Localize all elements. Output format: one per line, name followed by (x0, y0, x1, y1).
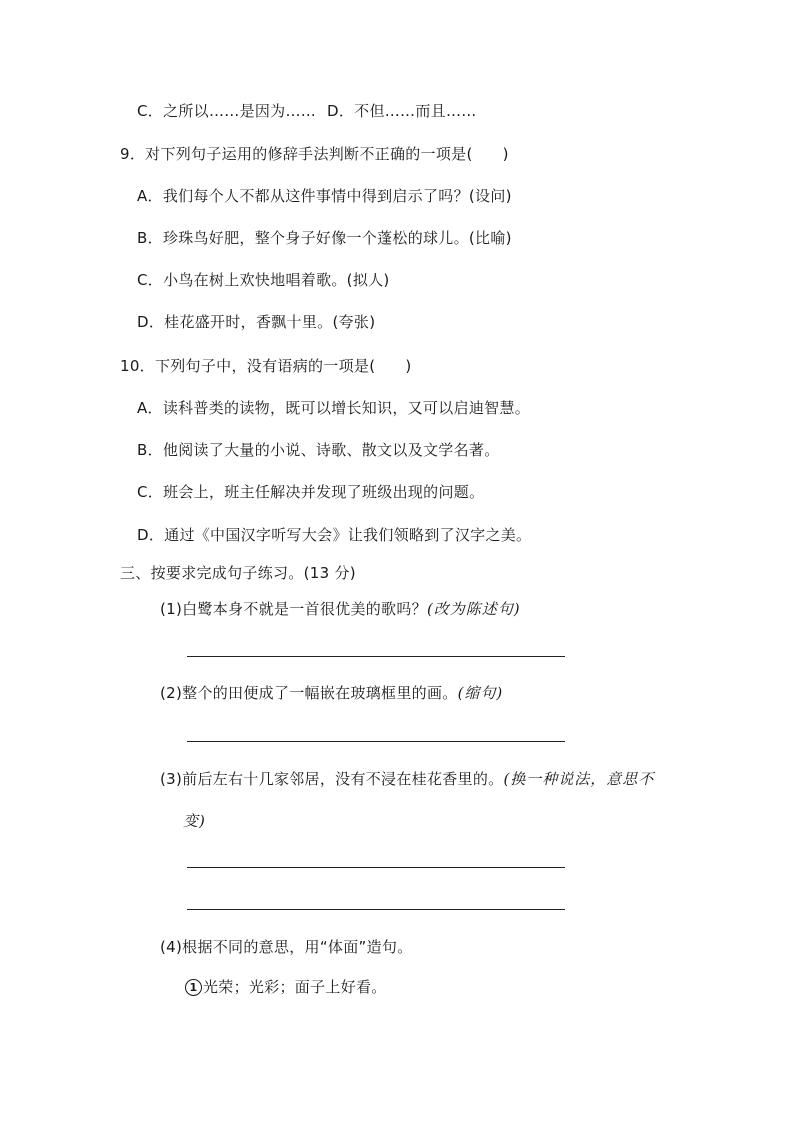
q10-stem (120, 355, 412, 377)
q9-option-b: B．珍珠鸟好肥，整个身子好像一个蓬松的球儿。(比喻) (137, 229, 512, 247)
q9-stem-text: 9．对下列句子运用的修辞手法判断不正确的一项是( (120, 145, 473, 163)
q8-option-c: C．之所以……是因为…… (137, 102, 317, 120)
s3-item-2-answer-line[interactable] (187, 741, 565, 742)
s3-item-3-answer-line-1[interactable] (187, 867, 565, 868)
s3-item-3-text: (3)前后左右十几家邻居，没有不浸在桂花香里的。 (160, 770, 504, 788)
circled-number-1: 1 (185, 979, 202, 996)
s3-item-3-answer-line-2[interactable] (187, 909, 565, 910)
q10-option-a: A．读科普类的读物，既可以增长知识，又可以启迪智慧。 (137, 399, 531, 417)
s3-item-1-answer-line[interactable] (187, 656, 565, 657)
q10-option-c: C．班会上，班主任解决并发现了班级出现的问题。 (137, 483, 485, 501)
q8-option-d: D．不但……而且…… (327, 102, 477, 120)
s3-item-4-sub-1-text: 光荣；光彩；面子上好看。 (203, 978, 387, 996)
q9-option-d: D．桂花盛开时，香飘十里。(夸张) (137, 313, 376, 331)
s3-item-1-text: (1)白鹭本身不就是一首很优美的歌吗？ (160, 600, 427, 618)
q10-option-d: D．通过《中国汉字听写大会》让我们领略到了汉字之美。 (137, 526, 532, 544)
s3-item-1-hint: (改为陈述句) (426, 600, 521, 618)
s3-item-2 (160, 682, 503, 704)
q10-stem-text: 10．下列句子中，没有语病的一项是( (120, 357, 376, 375)
q10-stem-close: ) (405, 357, 412, 375)
q9-stem-close: ) (502, 145, 509, 163)
q10-option-b: B．他阅读了大量的小说、诗歌、散文以及文学名著。 (137, 441, 500, 459)
s3-item-1 (160, 598, 521, 620)
q9-stem (120, 143, 509, 165)
q9-option-a: A．我们每个人不都从这件事情中得到启示了吗？(设问) (137, 187, 512, 205)
q9-option-c: C．小鸟在树上欢快地唱着歌。(拟人) (137, 271, 390, 289)
s3-item-3-hint: (换一种说法，意思不 (503, 770, 655, 788)
s3-item-2-text: (2)整个的田便成了一幅嵌在玻璃框里的画。 (160, 684, 458, 702)
s3-item-3 (160, 768, 654, 790)
s3-item-3-hint-continued: 变) (183, 812, 206, 830)
section3-heading: 三、按要求完成句子练习。(13 分) (120, 564, 356, 582)
s3-item-2-hint: (缩句) (457, 684, 504, 702)
s3-item-4: (4)根据不同的意思，用“体面”造句。 (160, 938, 413, 956)
s3-item-4-sub-1 (185, 976, 387, 998)
